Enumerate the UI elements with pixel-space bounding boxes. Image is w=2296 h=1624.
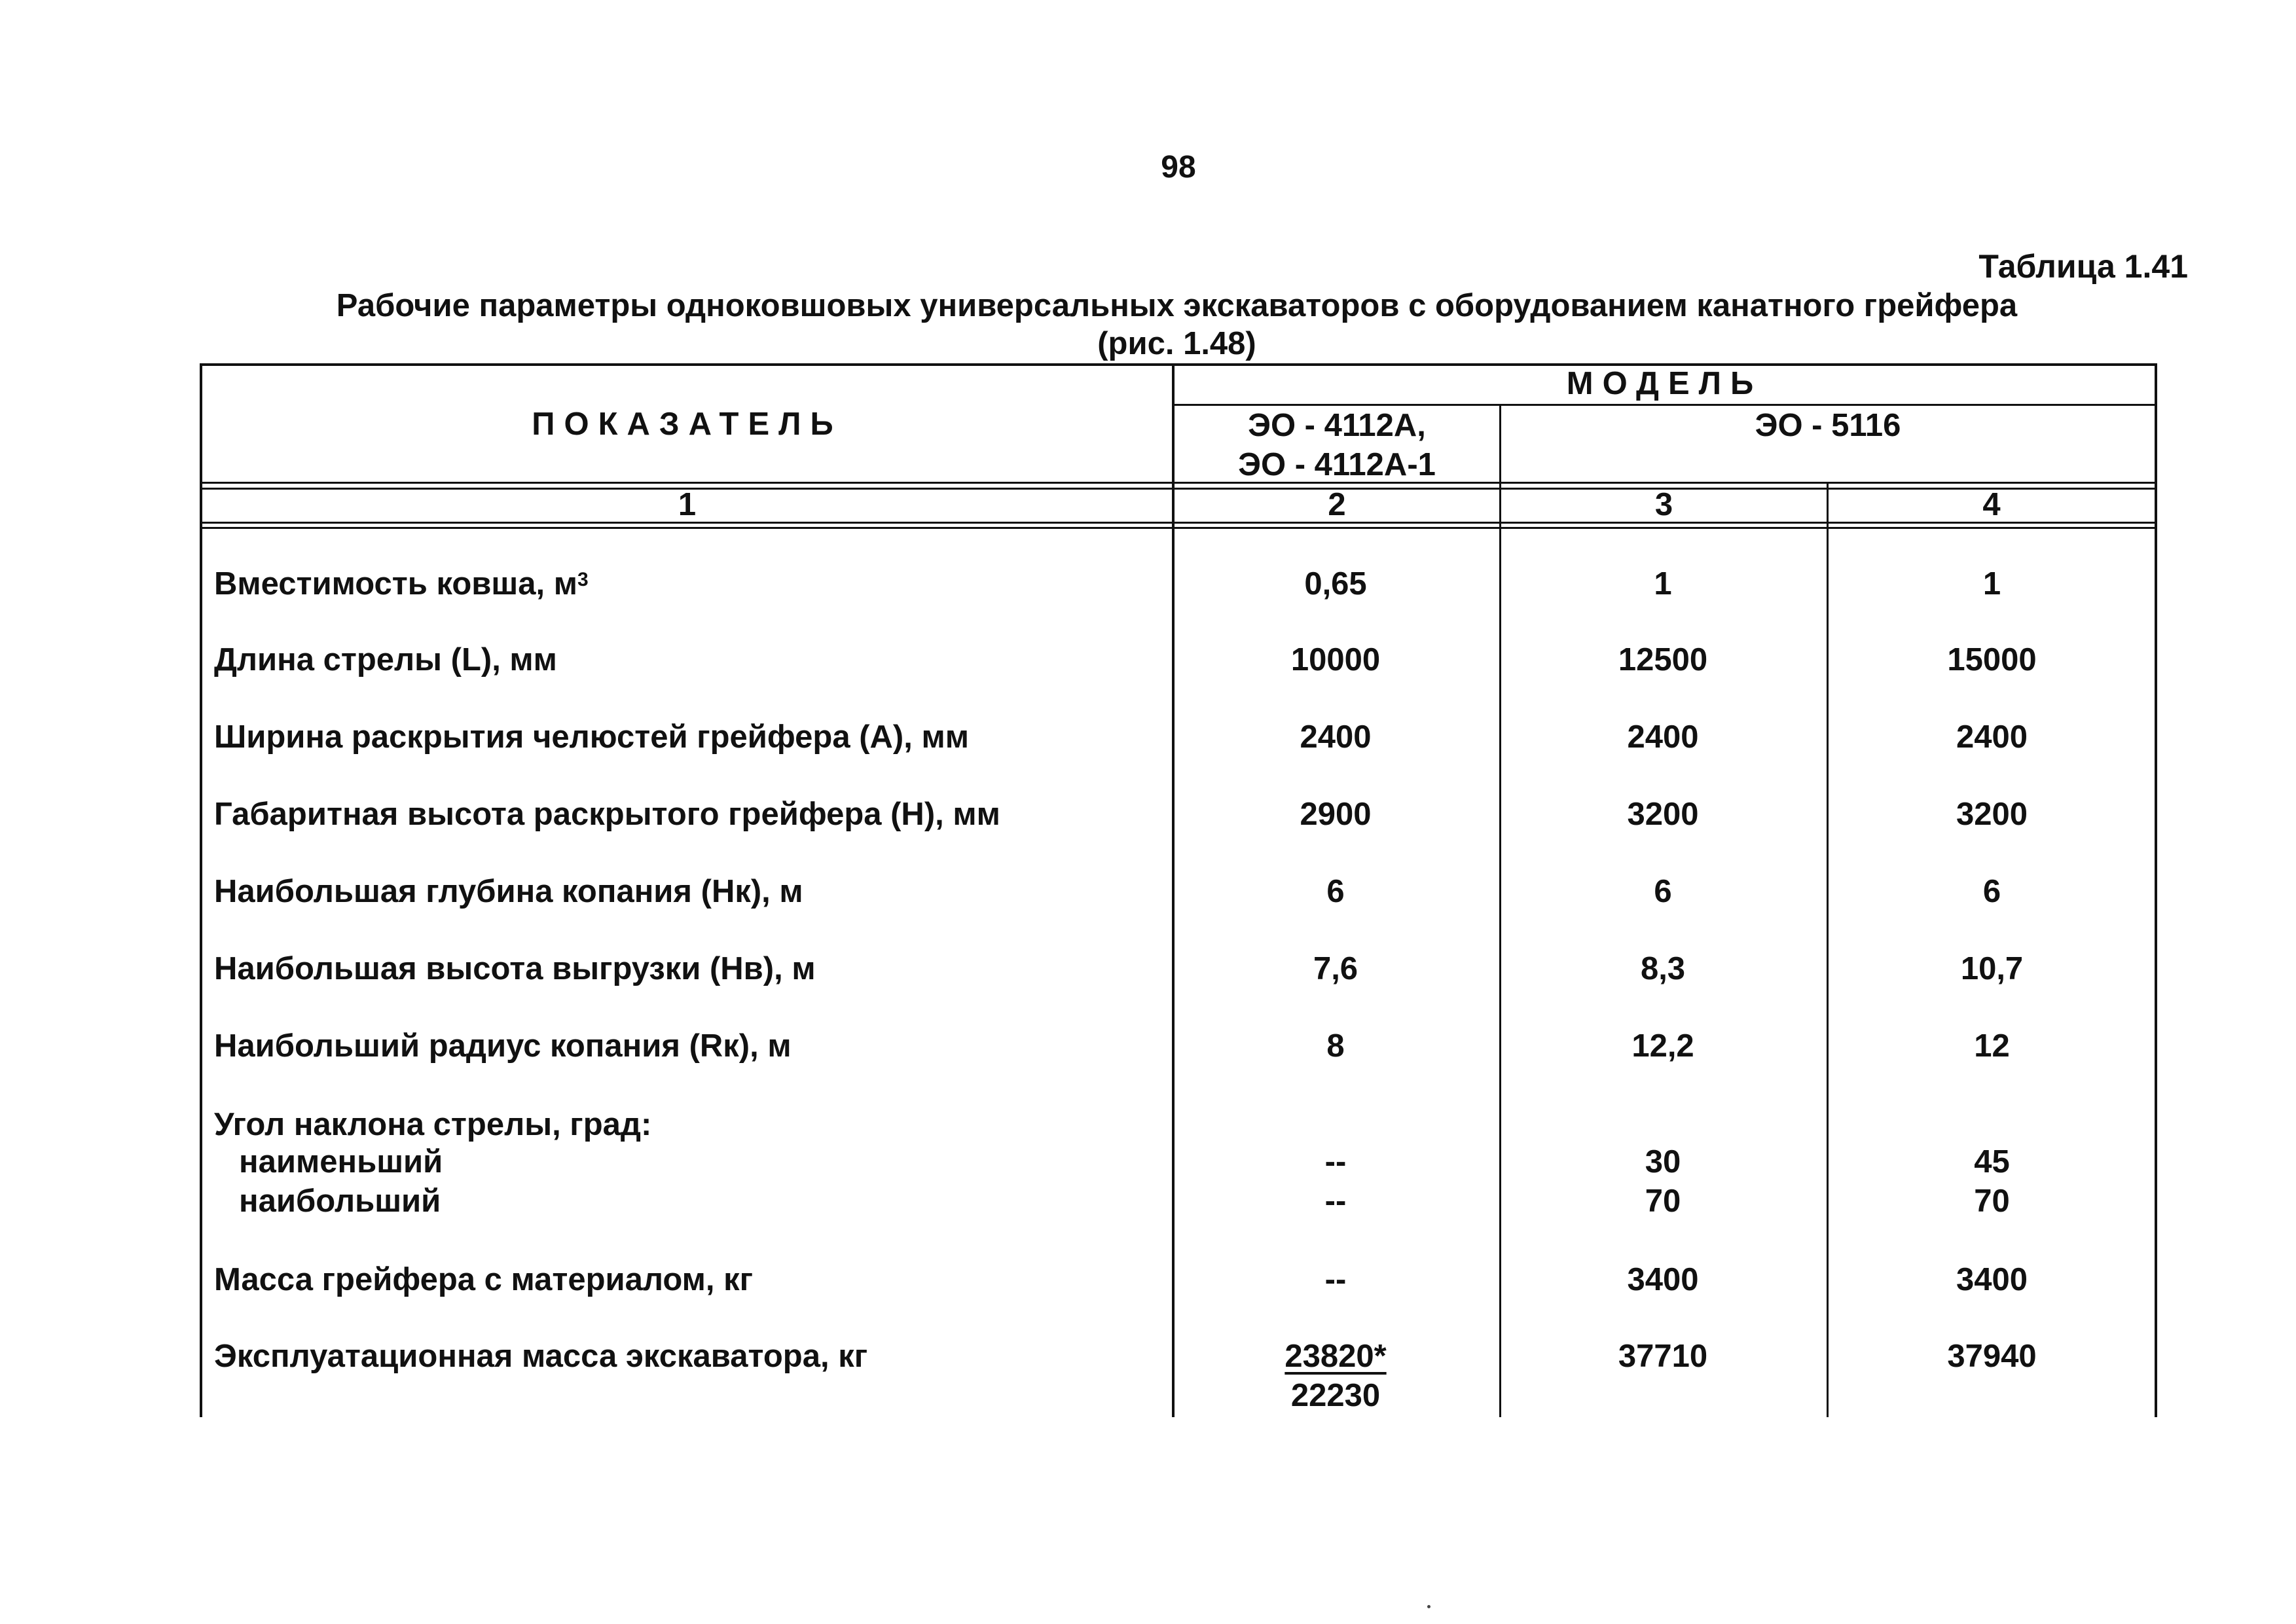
- table-cell: 12,2: [1631, 1028, 1694, 1064]
- table-cell: --: [1324, 1183, 1347, 1219]
- table-cell: --: [1324, 1262, 1347, 1297]
- table-cell: 8,3: [1640, 951, 1686, 986]
- table-cell: 3400: [1627, 1262, 1699, 1297]
- table-cell: 3200: [1627, 797, 1699, 832]
- table-cell: 6: [1654, 874, 1672, 909]
- model-header: МОДЕЛЬ: [1566, 366, 1763, 401]
- operating-mass-a: [1172, 1337, 1499, 1415]
- page-number: 98: [1161, 150, 1196, 185]
- indicator-header: ПОКАЗАТЕЛЬ: [532, 406, 843, 442]
- row-label-jaw-width: Ширина раскрытия челюстей грейфера (А), мм: [214, 719, 969, 755]
- row-label-dig-depth: Наибольшая глубина копания (Нк), м: [214, 874, 803, 909]
- table-cell: 10000: [1290, 642, 1381, 677]
- table-cell: 1: [1982, 566, 2001, 602]
- row-label-grab-mass: Масса грейфера с материалом, кг: [214, 1262, 754, 1297]
- table-caption: [196, 287, 2157, 363]
- table-cell: 2900: [1300, 797, 1372, 832]
- row-label-grab-height: Габаритная высота раскрытого грейфера (Н), мм: [214, 797, 1000, 832]
- model-b-header: ЭО - 5116: [1755, 408, 1901, 443]
- model-a-line-2: ЭО - 4112А-1: [1238, 447, 1436, 482]
- row-label-boom-angle: Угол наклона стрелы, град:: [214, 1107, 652, 1142]
- table-cell: 3400: [1956, 1262, 2028, 1297]
- table-cell: 1: [1654, 566, 1672, 602]
- row-label-dump-height: Наибольшая высота выгрузки (Нв), м: [214, 951, 816, 986]
- table-cell: 6: [1326, 874, 1345, 909]
- scan-speck: [1427, 1605, 1430, 1608]
- table-cell: 10,7: [1960, 951, 2024, 986]
- col-number-2: 2: [1328, 487, 1346, 522]
- table-cell: 15000: [1947, 642, 2037, 677]
- table-cell: 70: [1645, 1183, 1681, 1219]
- col-number-3: 3: [1654, 487, 1673, 522]
- table-cell: 6: [1982, 874, 2001, 909]
- table-cell: 3200: [1956, 797, 2028, 832]
- operating-mass-a-top: 23820*: [1285, 1339, 1387, 1374]
- model-a-line-1: ЭО - 4112А,: [1248, 408, 1426, 443]
- row-label-operating-mass: Эксплуатационная масса экскаватора, кг: [214, 1339, 868, 1374]
- row-label-dig-radius: Наибольший радиус копания (Rк), м: [214, 1028, 792, 1064]
- row-label-angle-min: наименьший: [239, 1144, 443, 1180]
- col-number-4: 4: [1982, 487, 2001, 522]
- caption-line-1: Рабочие параметры одноковшовых универсальных экскаваторов с оборудованием канатного грейфера: [336, 288, 2018, 323]
- model-a-header: [1175, 406, 1499, 484]
- table-cell: 12500: [1618, 642, 1708, 677]
- row-label-bucket-capacity: Вместимость ковша, $м^3$: [214, 566, 589, 602]
- row-label-angle-max: наибольший: [239, 1183, 441, 1219]
- table-cell: 30: [1645, 1144, 1681, 1180]
- row-label-boom-length: Длина стрелы (L), мм: [214, 642, 557, 677]
- cubic-superscript: 3: [577, 569, 589, 590]
- table-cell: 8: [1326, 1028, 1345, 1064]
- table-cell: 12: [1974, 1028, 2010, 1064]
- caption-line-2: (рис. 1.48): [1097, 326, 1256, 361]
- table-cell: 70: [1974, 1183, 2010, 1219]
- table-cell: 0,65: [1304, 566, 1367, 602]
- table-cell: 37710: [1618, 1339, 1708, 1374]
- table-number: Таблица 1.41: [1978, 248, 2188, 285]
- operating-mass-a-bottom: 22230: [1290, 1378, 1381, 1413]
- table-cell: 2400: [1627, 719, 1699, 755]
- table-cell: 2400: [1300, 719, 1372, 755]
- col-number-1: 1: [678, 487, 697, 522]
- table-cell: --: [1324, 1144, 1347, 1180]
- table-cell: 45: [1974, 1144, 2010, 1180]
- table-cell: 37940: [1947, 1339, 2037, 1374]
- table-cell: 2400: [1956, 719, 2028, 755]
- table-cell: 7,6: [1313, 951, 1358, 986]
